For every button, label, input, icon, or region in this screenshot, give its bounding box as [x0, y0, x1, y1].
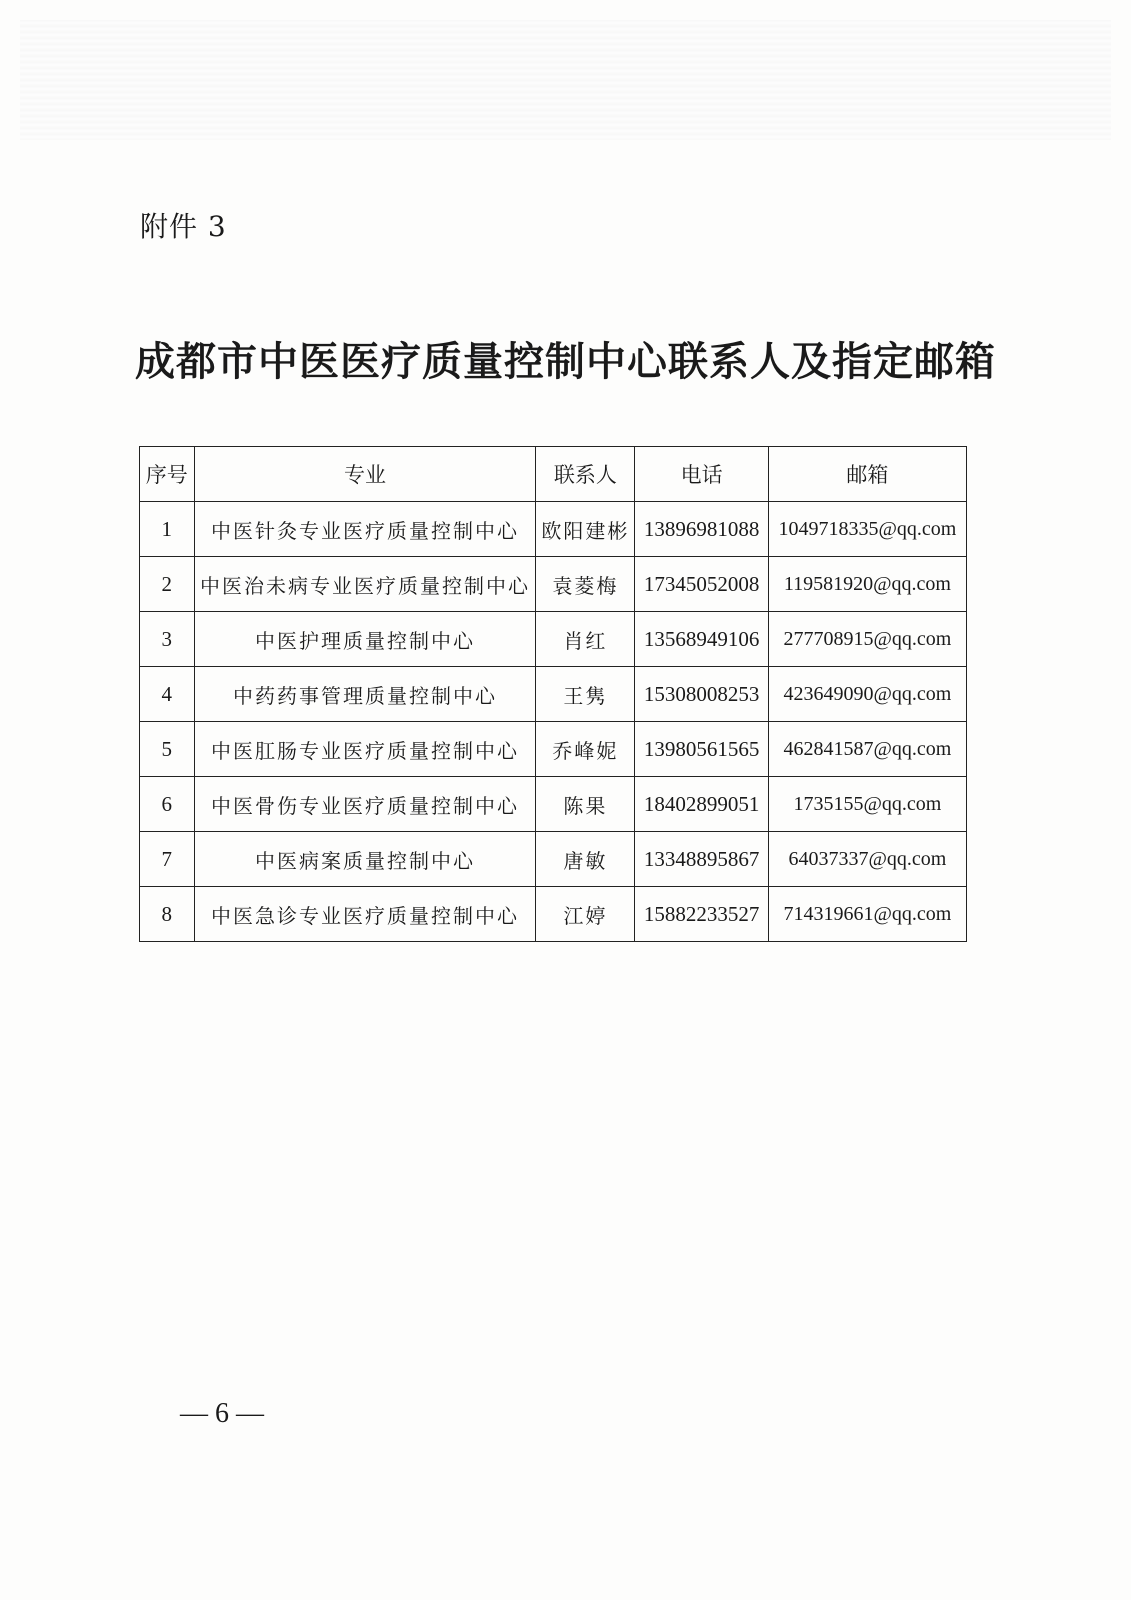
- attachment-label: 附件 3: [140, 210, 227, 243]
- cell-no: 1: [140, 502, 195, 557]
- cell-email: 277708915@qq.com: [768, 612, 966, 667]
- scan-artifact: [20, 20, 1111, 140]
- table-row: [140, 612, 967, 667]
- cell-contact: 唐敏: [536, 832, 635, 887]
- cell-phone: 13568949106: [635, 612, 768, 667]
- cell-no: 2: [140, 557, 195, 612]
- table-header-row: [140, 447, 967, 502]
- cell-major: 中医急诊专业医疗质量控制中心: [194, 887, 536, 942]
- cell-major: 中药药事管理质量控制中心: [194, 667, 536, 722]
- cell-no: 7: [140, 832, 195, 887]
- cell-phone: 13896981088: [635, 502, 768, 557]
- header-no: 序号: [140, 447, 195, 502]
- header-major: 专业: [194, 447, 536, 502]
- cell-contact: 欧阳建彬: [536, 502, 635, 557]
- cell-contact: 江婷: [536, 887, 635, 942]
- cell-no: 6: [140, 777, 195, 832]
- cell-major: 中医针灸专业医疗质量控制中心: [194, 502, 536, 557]
- cell-contact: 乔峰妮: [536, 722, 635, 777]
- cell-email: 119581920@qq.com: [768, 557, 966, 612]
- cell-no: 5: [140, 722, 195, 777]
- cell-phone: 18402899051: [635, 777, 768, 832]
- table-row: [140, 502, 967, 557]
- cell-email: 1049718335@qq.com: [768, 502, 966, 557]
- cell-email: 714319661@qq.com: [768, 887, 966, 942]
- cell-major: 中医病案质量控制中心: [194, 832, 536, 887]
- cell-major: 中医护理质量控制中心: [194, 612, 536, 667]
- table-row: [140, 667, 967, 722]
- cell-phone: 15308008253: [635, 667, 768, 722]
- cell-contact: 王隽: [536, 667, 635, 722]
- table-row: [140, 557, 967, 612]
- table-row: [140, 832, 967, 887]
- cell-phone: 13348895867: [635, 832, 768, 887]
- document-title: 成都市中医医疗质量控制中心联系人及指定邮箱: [135, 338, 996, 385]
- cell-email: 423649090@qq.com: [768, 667, 966, 722]
- header-contact: 联系人: [536, 447, 635, 502]
- cell-no: 4: [140, 667, 195, 722]
- table-row: [140, 777, 967, 832]
- header-phone: 电话: [635, 447, 768, 502]
- cell-major: 中医肛肠专业医疗质量控制中心: [194, 722, 536, 777]
- cell-contact: 袁菱梅: [536, 557, 635, 612]
- cell-phone: 17345052008: [635, 557, 768, 612]
- page-number: — 6 —: [180, 1398, 264, 1429]
- header-email: 邮箱: [768, 447, 966, 502]
- table-row: [140, 722, 967, 777]
- cell-phone: 13980561565: [635, 722, 768, 777]
- cell-contact: 陈果: [536, 777, 635, 832]
- cell-no: 8: [140, 887, 195, 942]
- cell-email: 64037337@qq.com: [768, 832, 966, 887]
- cell-major: 中医骨伤专业医疗质量控制中心: [194, 777, 536, 832]
- cell-major: 中医治未病专业医疗质量控制中心: [194, 557, 536, 612]
- cell-contact: 肖红: [536, 612, 635, 667]
- cell-email: 1735155@qq.com: [768, 777, 966, 832]
- table-row: [140, 887, 967, 942]
- cell-phone: 15882233527: [635, 887, 768, 942]
- contacts-table: [139, 446, 967, 942]
- cell-no: 3: [140, 612, 195, 667]
- cell-email: 462841587@qq.com: [768, 722, 966, 777]
